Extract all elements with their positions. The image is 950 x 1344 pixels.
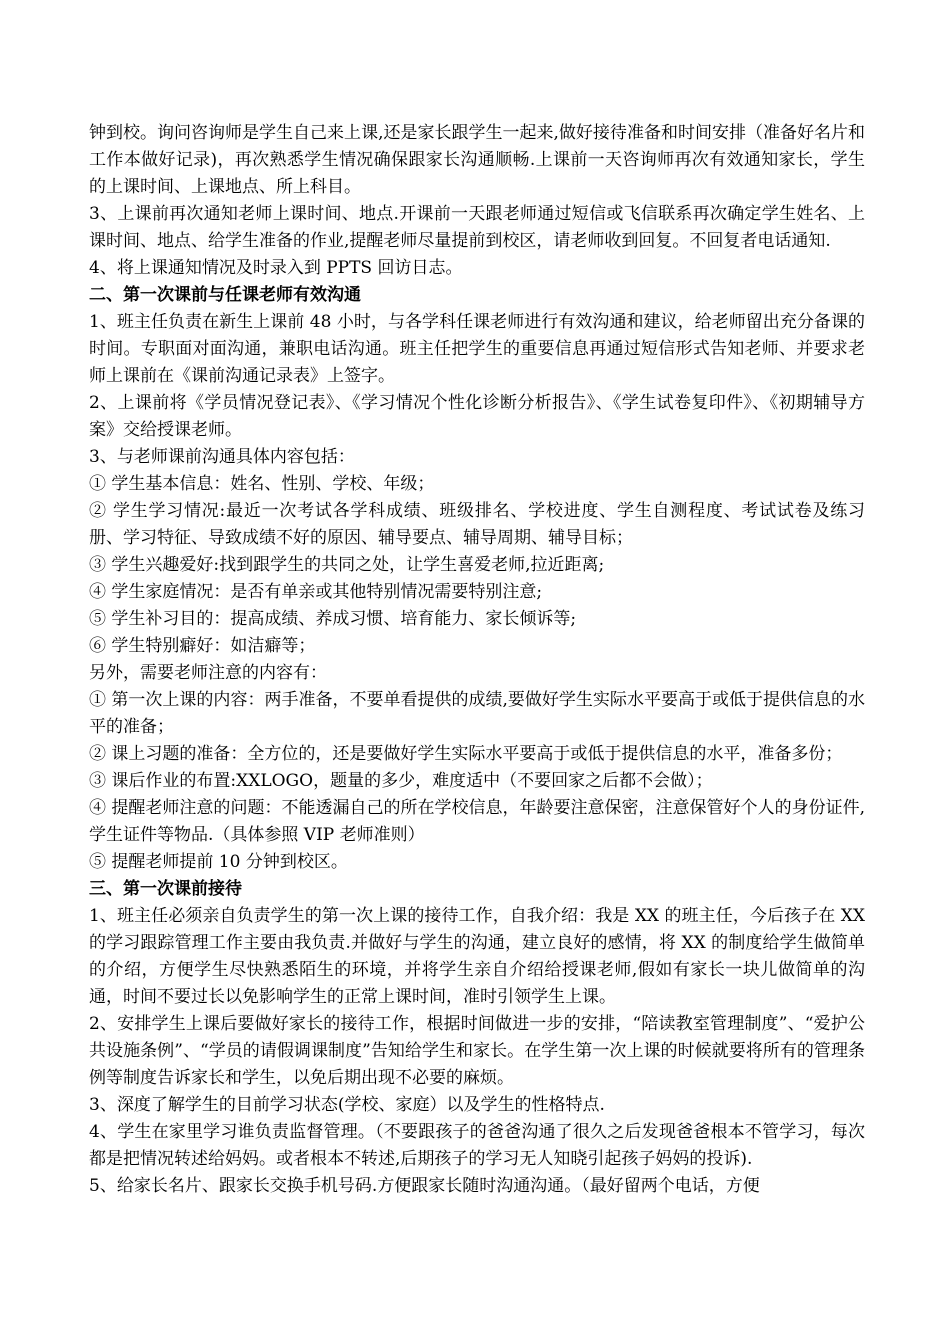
paragraph-reception-4: 4、学生在家里学习谁负责监督管理。（不要跟孩子的爸爸沟通了很久之后发现爸爸根本不管学习，每次都是把情况转述给妈妈。或者根本不转述,后期孩子的学习无人知晓引起孩子妈妈的投诉). [89,1122,865,1169]
list-item: ④ 提醒老师注意的问题：不能透漏自己的所在学校信息，年龄要注意保密，注意保管好个人的身份证件,学生证件等物品.（具体参照 VIP 老师准则） [89,798,865,845]
list-item: ③ 学生兴趣爱好:找到跟学生的共同之处，让学生喜爱老师,拉近距离; [89,555,605,575]
paragraph-notify-teacher: 3、上课前再次通知老师上课时间、地点.开课前一天跟老师通过短信或飞信联系再次确定学生姓名、上课时间、地点、给学生准备的作业,提醒老师尽量提前到校区，请老师收到回复。不回复者电话通知. [89,204,865,251]
section-heading-2: 二、第一次课前与任课老师有效沟通 [89,285,361,305]
document-body [89,120,865,1200]
list-item: ③ 课后作业的布置:XXLOGO，题量的多少，难度适中（不要回家之后都不会做）； [89,771,713,791]
list-item: ⑥ 学生特别癖好：如洁癖等； [89,636,316,656]
list-item: ④ 学生家庭情况：是否有单亲或其他特别情况需要特别注意; [89,582,543,602]
paragraph-reception-5: 5、给家长名片、跟家长交换手机号码.方便跟家长随时沟通沟通。（最好留两个电话，方便 [89,1176,760,1196]
list-item: ② 课上习题的准备：全方位的，还是要做好学生实际水平要高于或低于提供信息的水平，准备多份； [89,744,843,764]
paragraph-intro-continuation: 钟到校。询问咨询师是学生自己来上课,还是家长跟学生一起来,做好接待准备和时间安排（准备好名片和工作本做好记录)，再次熟悉学生情况确保跟家长沟通顺畅.上课前一天咨询师再次有效通知家长，学生的上课时间、上课地点、所上科目。 [89,123,865,197]
section-heading-3: 三、第一次课前接待 [89,879,242,899]
paragraph-reception-3: 3、深度了解学生的目前学习状态(学校、家庭）以及学生的性格特点. [89,1095,605,1115]
list-item: ① 学生基本信息：姓名、性别、学校、年级； [89,474,435,494]
paragraph-hand-documents: 2、上课前将《学员情况登记表》、《学习情况个性化诊断分析报告》、《学生试卷复印件》、《初期辅导方案》交给授课老师。 [89,393,865,440]
list-item: ① 第一次上课的内容：两手准备，不要单看提供的成绩,要做好学生实际水平要高于或低于提供信息的水平的准备； [89,690,865,737]
list-item: ⑤ 学生补习目的：提高成绩、养成习惯、培育能力、家长倾诉等; [89,609,577,629]
paragraph-reception-1: 1、班主任必须亲自负责学生的第一次上课的接待工作，自我介绍：我是 XX 的班主任，今后孩子在 XX 的学习跟踪管理工作主要由我负责.并做好与学生的沟通，建立良好的感情，将 XX 的制度给学生做简单的介绍，方便学生尽快熟悉陌生的环境，并将学生亲自介绍给授课老师,假如有家长一块儿做简单的沟通，时间不要过长以免影响学生的正常上课时间，准时引领学生上课。 [89,906,865,1007]
paragraph-48-hours: 1、班主任负责在新生上课前 48 小时，与各学科任课老师进行有效沟通和建议，给老师留出充分备课的时间。专职面对面沟通，兼职电话沟通。班主任把学生的重要信息再通过短信形式告知老师、并要求老师上课前在《课前沟通记录表》上签字。 [89,312,865,386]
list-item: ⑤ 提醒老师提前 10 分钟到校区。 [89,852,348,872]
paragraph-ppts-log: 4、将上课通知情况及时录入到 PPTS 回访日志。 [89,258,463,278]
paragraph-communication-content: 3、与老师课前沟通具体内容包括： [89,447,355,467]
paragraph-reception-2: 2、安排学生上课后要做好家长的接待工作，根据时间做进一步的安排，“陪读教室管理制度”、“爱护公共设施条例”、“学员的请假调课制度”告知给学生和家长。在学生第一次上课的时候就要将所有的管理条例等制度告诉家长和学生，以免后期出现不必要的麻烦。 [89,1014,865,1088]
paragraph-additional-notes: 另外，需要老师注意的内容有： [89,663,327,683]
list-item: ② 学生学习情况:最近一次考试各学科成绩、班级排名、学校进度、学生自测程度、考试试卷及练习册、学习特征、导致成绩不好的原因、辅导要点、辅导周期、辅导目标； [89,501,865,548]
